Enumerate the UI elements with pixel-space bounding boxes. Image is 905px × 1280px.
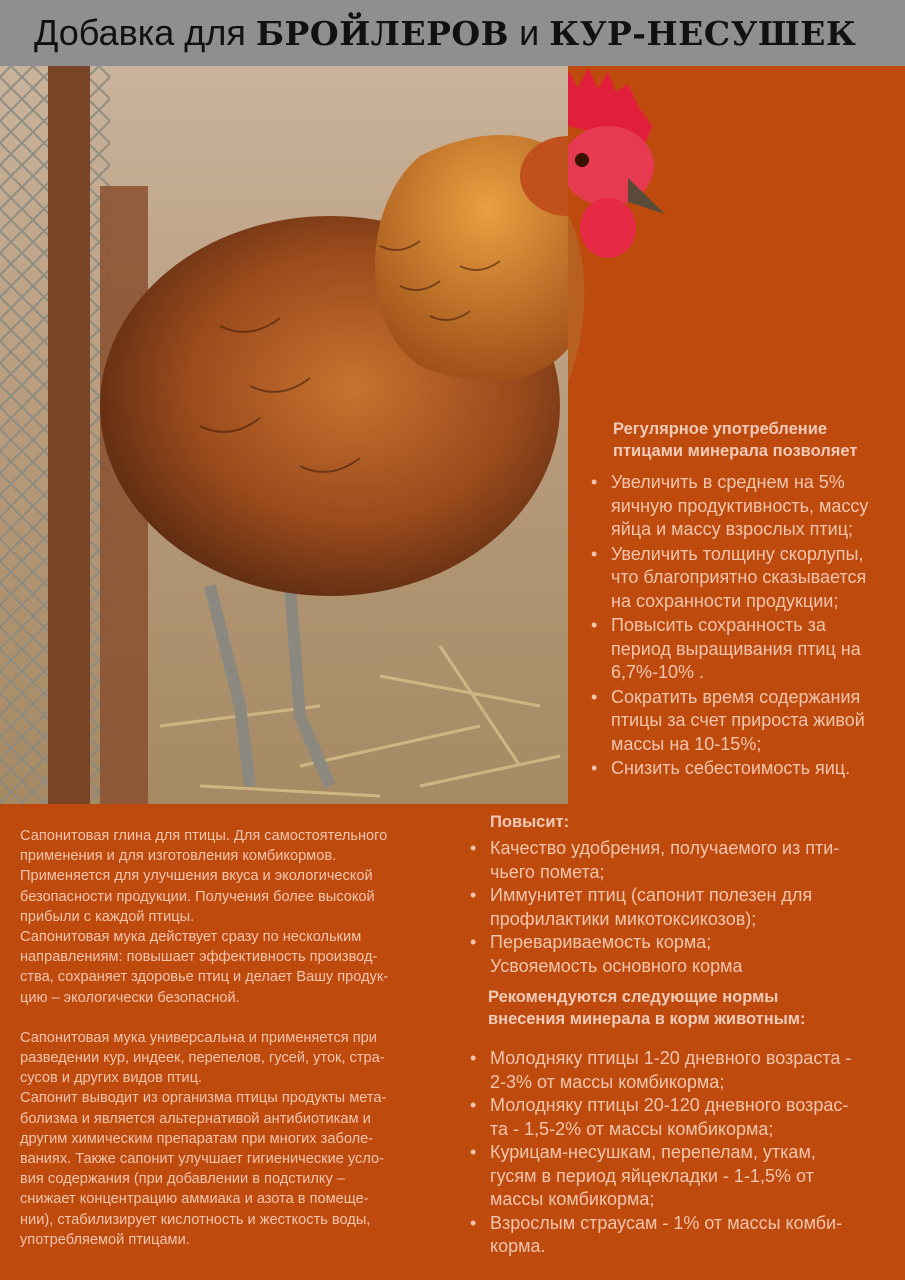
- text-line: нии), стабилизирует кислотность и жесткость воды,: [20, 1211, 371, 1228]
- list-item: [468, 884, 900, 931]
- text-line: применения и для изготовления комбикормов.: [20, 848, 337, 865]
- list-item-line: • Взрослым страусам - 1% от массы комби-: [490, 1212, 843, 1233]
- list-item-line: • Курицам-несушкам, перепелам, уткам,: [490, 1142, 816, 1162]
- description-text: [20, 826, 438, 1250]
- description-paragraph-1: [20, 826, 438, 1008]
- norms-heading-line: внесения минерала в корм животным:: [488, 1010, 806, 1028]
- list-item-line: 2-3% от массы комбикорма;: [490, 1071, 725, 1092]
- text-line: болизма и является альтернативой антибиотикам и: [20, 1110, 371, 1127]
- list-item: [589, 757, 905, 781]
- text-line: снижает концентрацию аммиака и азота в помеще-: [20, 1191, 369, 1208]
- text-line: Сапонитовая мука действует сразу по нескольким: [20, 929, 362, 946]
- text-line: ваниях. Также сапонит улучшает гигиенические усло-: [20, 1151, 384, 1168]
- list-item-line: • Сократить время содержания: [611, 686, 861, 707]
- list-item-line: массы на 10-15%;: [611, 733, 762, 754]
- list-item-line: та - 1,5-2% от массы комбикорма;: [490, 1118, 774, 1139]
- hen-head: [568, 66, 665, 420]
- list-item-line: • Повысить сохранность за: [611, 615, 826, 635]
- text-line: употребляемой птицами.: [20, 1231, 190, 1248]
- increase-section: [490, 811, 900, 978]
- list-item-line: • Молодняку птицы 20-120 дневного возрас-: [490, 1095, 849, 1115]
- increase-heading: Повысит:: [490, 813, 570, 831]
- regular-use-heading-line: птицами минерала позволяет: [613, 442, 858, 460]
- title-and: и: [509, 12, 550, 53]
- list-item-line: • Перевариваемость корма;: [490, 932, 712, 952]
- text-line: Применяется для улучшения вкуса и экологической: [20, 868, 373, 885]
- text-line: ства, сохраняет здоровье птиц и делает Вашу продук-: [20, 969, 389, 986]
- list-item-line: массы комбикорма;: [490, 1189, 655, 1209]
- list-item-line: что благоприятно сказывается: [611, 567, 867, 587]
- list-item: [468, 931, 900, 978]
- text-line: безопасности продукции. Получения более высокой: [20, 888, 375, 905]
- list-item-line: яичную продуктивность, массу: [611, 495, 869, 516]
- list-item: [468, 1212, 900, 1259]
- list-item-line: корма.: [490, 1236, 546, 1256]
- list-item: [589, 614, 905, 685]
- list-item-line: на сохранности продукции;: [611, 590, 839, 611]
- list-item: [468, 1047, 900, 1094]
- text-line: Сапонитовая мука универсальна и применяется при: [20, 1029, 377, 1046]
- page-title: [34, 12, 856, 54]
- list-item-line: чьего помета;: [490, 861, 605, 882]
- norms-list: [468, 1047, 900, 1259]
- regular-use-section: [613, 418, 905, 781]
- list-item-line: период выращивания птиц на: [611, 638, 861, 659]
- regular-use-heading-line: Регулярное употребление: [613, 420, 828, 438]
- hen-illustration: [0, 66, 568, 804]
- list-item-line: 6,7%-10% .: [611, 662, 705, 682]
- list-item: [589, 543, 905, 614]
- list-item-line: • Качество удобрения, получаемого из пти-: [490, 838, 840, 858]
- list-item-line: гусям в период яйцекладки - 1-1,5% от: [490, 1165, 814, 1186]
- hen-photo: [0, 66, 568, 804]
- title-layers: КУР-НЕСУШЕК: [549, 14, 857, 53]
- title-lead: Добавка для: [34, 12, 256, 53]
- list-item: [468, 1094, 900, 1141]
- increase-list: [468, 837, 900, 978]
- list-item-line: • Иммунитет птиц (сапонит полезен для: [490, 885, 813, 905]
- list-item: [589, 686, 905, 757]
- list-item-line: Усвояемость основного корма: [490, 955, 743, 976]
- list-item: [468, 837, 900, 884]
- list-item-line: птицы за счет прироста живой: [611, 710, 865, 730]
- description-paragraph-2: [20, 1028, 438, 1250]
- norms-heading-line: Рекомендуются следующие нормы: [488, 988, 779, 1006]
- text-line: цию – экологически безопасной.: [20, 989, 240, 1006]
- text-line: Сапонитовая глина для птицы. Для самостоятельного: [20, 828, 388, 844]
- list-item-line: • Молодняку птицы 1-20 дневного возраста -: [490, 1048, 852, 1068]
- text-line: вия содержания (при добавлении в подстилку –: [20, 1171, 345, 1188]
- list-item: [468, 1141, 900, 1212]
- text-line: сусов и других видов птиц.: [20, 1070, 203, 1087]
- text-line: направлениям: повышает эффективность производ-: [20, 949, 378, 966]
- text-line: другим химическим препаратам при многих заболе-: [20, 1130, 374, 1147]
- hen-head-overflow: [568, 66, 665, 420]
- list-item: [589, 471, 905, 542]
- regular-use-heading: [613, 418, 905, 462]
- title-broilers: БРОЙЛЕРОВ: [255, 14, 510, 53]
- text-line: Сапонит выводит из организма птицы продукты мета-: [20, 1090, 387, 1107]
- list-item-line: • Увеличить в среднем на 5%: [611, 472, 845, 492]
- list-item-line: • Снизить себестоимость яиц.: [611, 758, 851, 778]
- regular-use-list: [589, 471, 905, 781]
- norms-section: [488, 986, 900, 1259]
- list-item-line: • Увеличить толщину скорлупы,: [611, 543, 864, 564]
- norms-heading: [488, 986, 900, 1030]
- header-bar: [0, 0, 905, 66]
- list-item-line: яйца и массу взрослых птиц;: [611, 519, 853, 539]
- text-line: прибыли с каждой птицы.: [20, 908, 195, 925]
- list-item-line: профилактики микотоксикозов);: [490, 908, 757, 929]
- text-line: разведении кур, индеек, перепелов, гусей, уток, стра-: [20, 1050, 385, 1067]
